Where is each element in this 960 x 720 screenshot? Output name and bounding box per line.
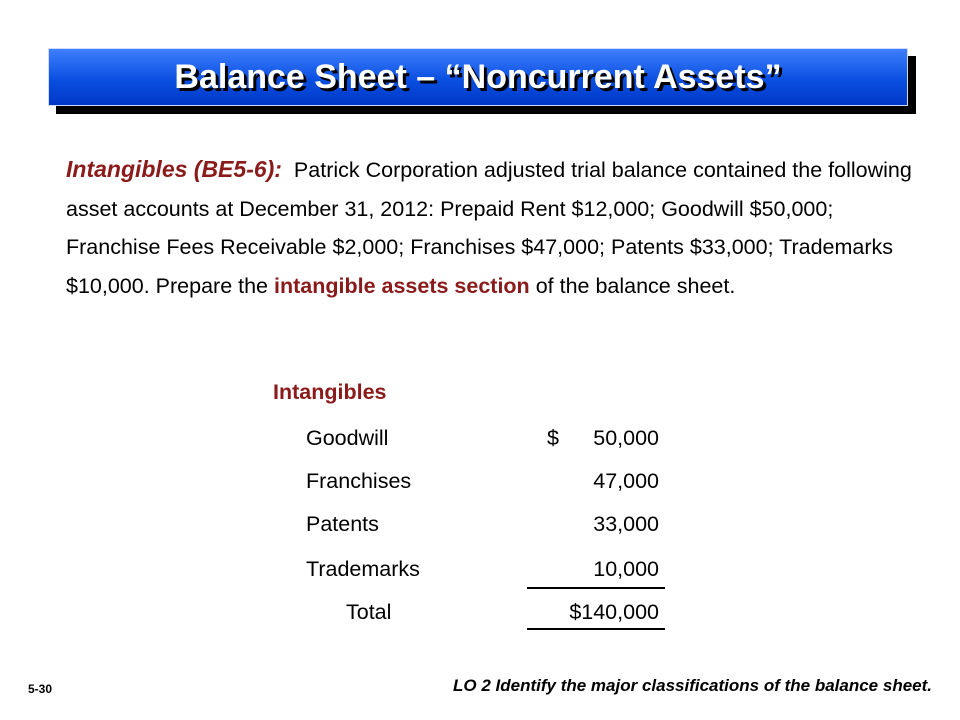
subtotal-underline <box>527 587 665 589</box>
row-label: Franchises <box>306 469 412 493</box>
row-amount: 50,000 <box>593 426 659 450</box>
dollar-sign: $ <box>547 426 559 450</box>
total-underline <box>527 628 665 630</box>
row-label: Trademarks <box>306 557 420 581</box>
table-row-total <box>300 594 665 630</box>
table-row-franchises <box>300 463 665 499</box>
problem-label: Intangibles (BE5-6): <box>66 156 282 182</box>
row-amount: 47,000 <box>593 469 659 493</box>
total-amount: $140,000 <box>569 600 659 624</box>
problem-text: Patrick Corporation adjusted trial balance contained the following asset accounts at December 31, 2012: Prepaid Rent $12,000; Goodwill $50,000; Franchise Fees Receivable $2,000; Franchises $47,000; Patents $33,000; Trademarks $10,000. Prepare the <box>66 158 912 298</box>
title-banner <box>48 48 908 106</box>
total-label: Total <box>346 600 392 624</box>
section-heading: Intangibles <box>273 380 387 404</box>
row-label: Goodwill <box>306 426 389 450</box>
row-amount: 10,000 <box>593 557 659 581</box>
learning-objective: LO 2 Identify the major classifications of the balance sheet. <box>453 676 932 695</box>
table-row-trademarks <box>300 551 665 587</box>
table-row-goodwill <box>300 420 665 456</box>
table-row-patents <box>300 506 665 542</box>
row-amount: 33,000 <box>593 512 659 536</box>
row-label: Patents <box>306 512 379 536</box>
slide-number: 5-30 <box>28 682 53 696</box>
problem-highlight: intangible assets section <box>274 273 530 298</box>
problem-statement <box>66 150 916 305</box>
slide-title: Balance Sheet – “Noncurrent Assets” <box>174 57 782 96</box>
problem-text-end: of the balance sheet. <box>535 273 736 298</box>
